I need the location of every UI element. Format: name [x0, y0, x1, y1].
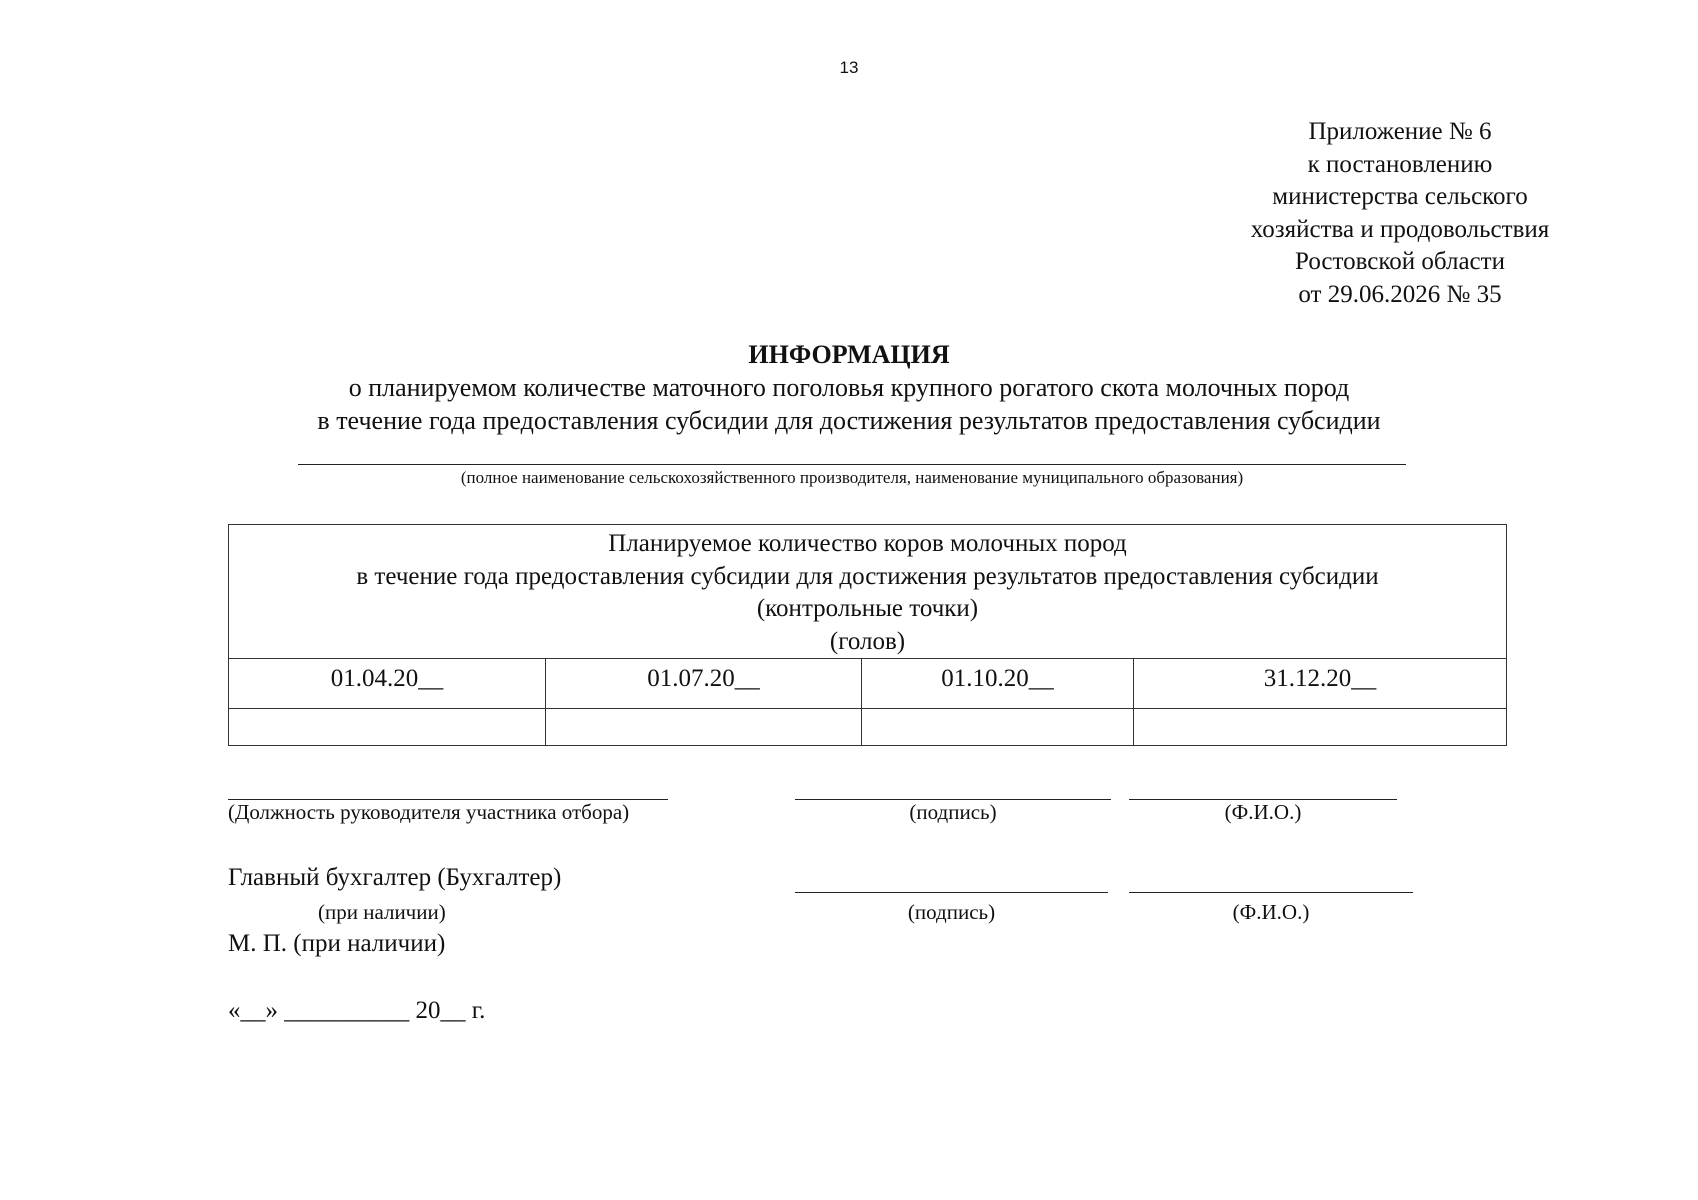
appendix-line: хозяйства и продовольствия: [1250, 215, 1550, 243]
if-available-caption: (при наличии): [318, 900, 446, 924]
checkpoint-date-cell: 01.04.20__: [229, 659, 546, 709]
value-cell[interactable]: [546, 709, 862, 746]
document-title: ИНФОРМАЦИЯ: [748, 340, 950, 369]
appendix-reference: [1190, 116, 1610, 311]
document-heading: [0, 338, 1698, 437]
appendix-line: министерства сельского: [1272, 183, 1528, 210]
producer-name-line[interactable]: [298, 464, 1406, 465]
appendix-line: от 29.06.2026 № 35: [1298, 280, 1502, 308]
value-cell[interactable]: [1134, 709, 1507, 746]
head-fio-caption: (Ф.И.О.): [1224, 800, 1302, 824]
date-line[interactable]: «__» __________ 20__ г.: [228, 997, 486, 1024]
appendix-line: Ростовской области: [1295, 248, 1505, 275]
checkpoint-date-cell: 01.10.20__: [862, 659, 1134, 709]
value-cell[interactable]: [229, 709, 546, 746]
checkpoint-date-cell: 01.07.20__: [546, 659, 862, 709]
table-header-line: (голов): [829, 627, 906, 655]
head-position-caption: (Должность руководителя участника отбора): [228, 800, 630, 824]
page-number: 13: [839, 58, 859, 77]
table-header-line: Планируемое количество коров молочных пород: [608, 530, 1127, 557]
table-header-line: в течение года предоставления субсидии для достижения результатов предоставления субсидии: [356, 562, 1379, 590]
accountant-fio-caption: (Ф.И.О.): [1232, 900, 1310, 924]
value-cell[interactable]: [862, 709, 1134, 746]
accountant-signature-caption: (подпись): [907, 900, 996, 924]
head-signature-caption: (подпись): [909, 800, 997, 824]
stamp-label: М. П. (при наличии): [228, 930, 446, 957]
appendix-line: к постановлению: [1307, 150, 1493, 178]
document-subtitle-line: в течение года предоставления субсидии для достижения результатов предоставления субсидии: [317, 406, 1381, 435]
checkpoint-date-cell: 31.12.20__: [1134, 659, 1507, 709]
document-subtitle-line: о планируемом количестве маточного поголовья крупного рогатого скота молочных пород: [348, 373, 1350, 402]
planned-cows-table: [228, 524, 1507, 746]
appendix-line: Приложение № 6: [1308, 118, 1492, 145]
accountant-fio-line[interactable]: [1129, 892, 1413, 893]
accountant-signature-line[interactable]: [795, 892, 1108, 893]
table-header-line: (контрольные точки): [756, 595, 979, 622]
table-header-cell: [229, 525, 1507, 659]
chief-accountant-label: Главный бухгалтер (Бухгалтер): [228, 864, 562, 891]
producer-name-caption: (полное наименование сельскохозяйственного производителя, наименование муниципального образования): [460, 468, 1244, 487]
